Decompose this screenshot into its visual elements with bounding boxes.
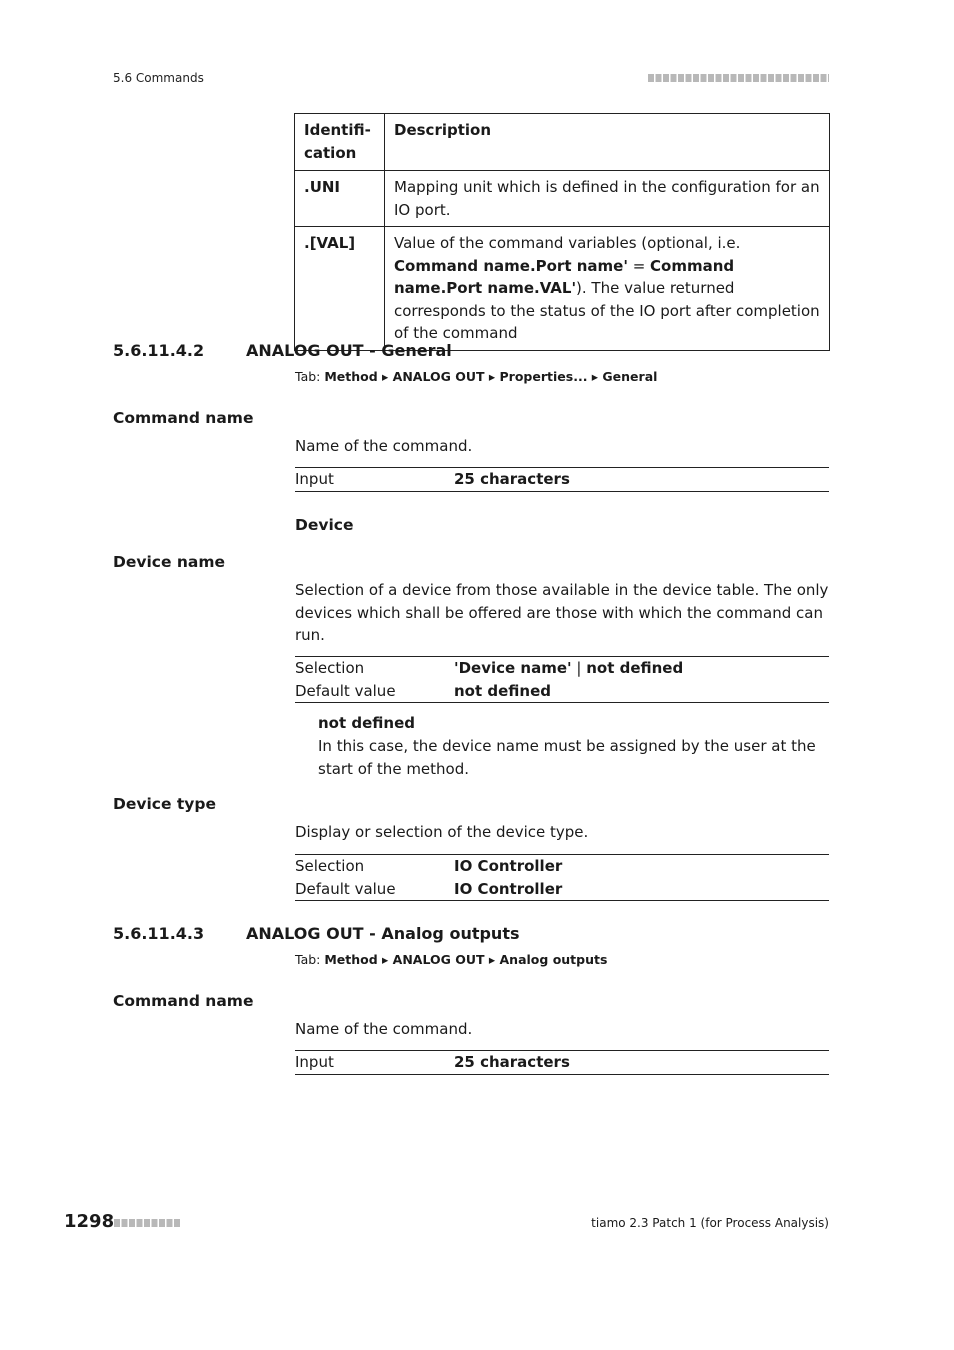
tab-path: Tab: Method ▸ ANALOG OUT ▸ Analog outputs: [295, 952, 608, 967]
page-number: 1298: [64, 1211, 115, 1232]
command-name-label: Command name: [113, 409, 254, 427]
device-name-label: Device name: [113, 553, 226, 571]
device-type-params: Selection IO Controller Default value IO Controller: [295, 854, 829, 901]
device-type-desc: Display or selection of the device type.: [295, 823, 589, 841]
col-description-header: Description: [385, 114, 830, 171]
tab-path: Tab: Method ▸ ANALOG OUT ▸ Properties... ▸ General: [295, 369, 658, 384]
command-name-params: Input 25 characters: [295, 467, 829, 492]
row-id: .UNI: [295, 171, 385, 227]
header-dots-decoration: [648, 74, 829, 82]
row-desc: Value of the command variables (optional, i.e. Command name.Port name' = Command name.Port name.VAL'). The value returned corresponds to the status of the IO port after completion of the command: [385, 227, 830, 351]
command-name-desc: Name of the command.: [295, 437, 473, 455]
not-defined-desc: In this case, the device name must be assigned by the user at the start of the method.: [318, 737, 816, 778]
table-row: [295, 171, 830, 227]
section-heading: 5.6.11.4.3 ANALOG OUT - Analog outputs: [113, 924, 520, 943]
col-identification-header: Identifi- cation: [295, 114, 385, 171]
command-name-desc: Name of the command.: [295, 1020, 473, 1038]
row-desc: Mapping unit which is defined in the configuration for an IO port.: [385, 171, 830, 227]
section-heading: 5.6.11.4.2 ANALOG OUT - General: [113, 341, 452, 360]
device-type-label: Device type: [113, 795, 217, 813]
device-name-desc: Selection of a device from those available in the device table. The only devices which shall be offered are those with which the command can run.: [295, 581, 829, 644]
row-id: .[VAL]: [295, 227, 385, 351]
not-defined-term: not defined: [318, 714, 415, 732]
table-row: [295, 227, 830, 351]
running-header: 5.6 Commands: [113, 71, 204, 85]
table-header-row: [295, 114, 830, 171]
identification-table: [294, 113, 830, 351]
device-name-params: Selection 'Device name' | not defined Default value not defined: [295, 656, 829, 703]
device-subheading: Device: [295, 516, 354, 534]
command-name-params: Input 25 characters: [295, 1050, 829, 1075]
command-name-label: Command name: [113, 992, 254, 1010]
product-name: tiamo 2.3 Patch 1 (for Process Analysis): [591, 1216, 829, 1230]
footer-dots-decoration: [114, 1219, 181, 1227]
